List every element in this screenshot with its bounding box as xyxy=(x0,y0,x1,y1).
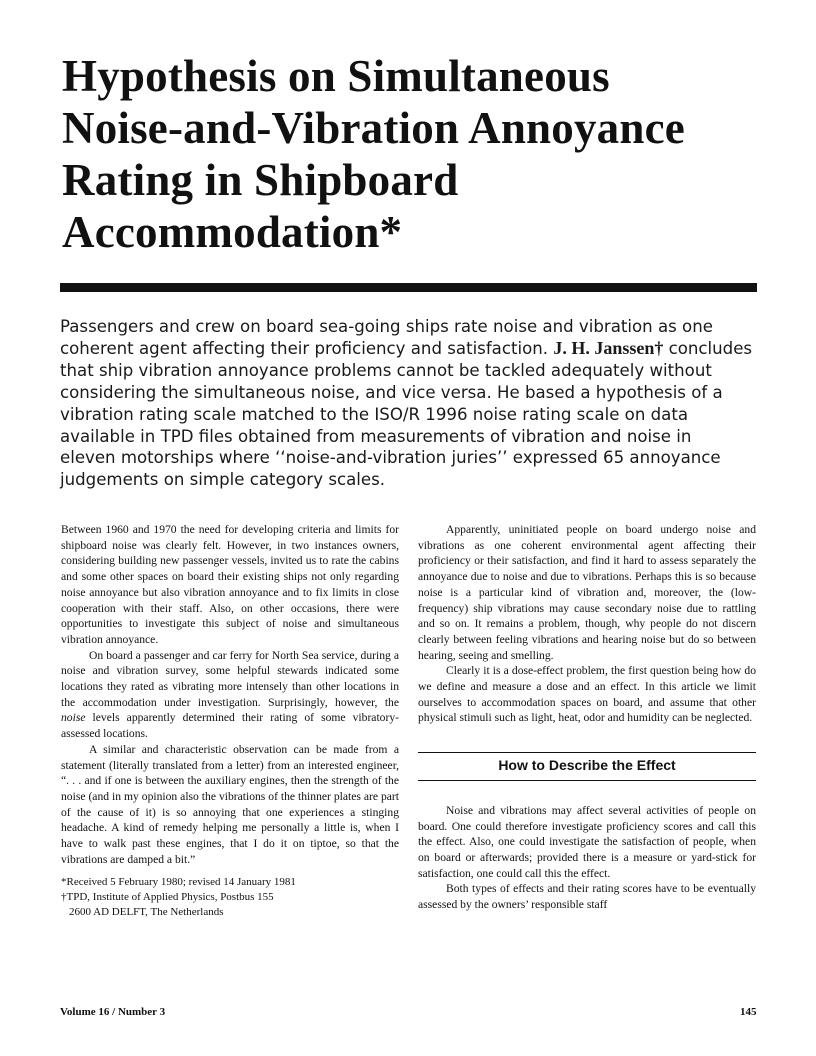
abstract-line: available in TPD files obtained from measurements of vibration and noise in xyxy=(60,426,692,446)
footnote-received: *Received 5 February 1980; revised 14 January 1981 xyxy=(61,876,296,889)
emphasis-noise: noise xyxy=(61,711,86,725)
section-rule-bottom xyxy=(418,780,756,781)
title-line-1: Hypothesis on Simultaneous xyxy=(62,51,610,101)
abstract-line: vibration rating scale matched to the ISO/R 1996 noise rating scale on data xyxy=(60,404,688,424)
title-line-2: Noise-and-Vibration Annoyance xyxy=(62,103,685,153)
body-paragraph: Clearly it is a dose-effect problem, the first question being how do we define and measure a dose and an effect. In this article we limit ourselves to accommodation spaces on board, and assume that other physical stimuli such as light, heat, odor and humidity can be neglected. xyxy=(418,664,756,725)
title-line-4: Accommodation* xyxy=(62,207,403,257)
body-paragraph: A similar and characteristic observation can be made from a statement (literally translated from a letter) from an interested engineer, “. . . and if one is between the auxiliary engines, then the strength of the noise (and in my opinion also the vibrations of the thinner plates are part of the cause of it) is so annoying that one experiences a stinging headache. A kind of remedy helping me personally a little is, when I have to walk past these engines, that I do it on tiptoe, so that the vibrations are damped a bit.” xyxy=(61,742,399,866)
abstract-line: that ship vibration annoyance problems cannot be tackled adequately without xyxy=(60,360,712,380)
section-heading: How to Describe the Effect xyxy=(498,757,676,774)
abstract-line: eleven motorships where ‘‘noise-and-vibration juries’’ expressed 65 annoyance xyxy=(60,448,721,468)
body-paragraph: Apparently, uninitiated people on board undergo noise and vibrations as one coherent environmental agent affecting their proficiency or their satisfaction, and find it hard to assess separately the annoyance due to noise and due to vibrations. Perhaps this is so because noise is a particular kind of vibration and, moreover, the (low-frequency) ship vibrations may cause secondary noise due to rattling and so on. It remains a problem, though, why people do not discern clearly between feeling vibrations and hearing noise but do so between hearing, seeing and smelling. xyxy=(418,523,756,662)
body-paragraph: Noise and vibrations may affect several activities of people on board. One could therefore investigate proficiency scores and call this the effect. Also, one could investigate the satisfaction of people, when on board or afterwards; provided there is a measure or yard-stick for satisfaction, one could call this the effect. xyxy=(418,803,756,880)
footnote-address: 2600 AD DELFT, The Netherlands xyxy=(69,906,224,919)
section-heading-block xyxy=(418,752,756,781)
body-paragraph: Both types of effects and their rating scores have to be eventually assessed by the owners’ responsible staff xyxy=(418,882,756,912)
footnote-affiliation: †TPD, Institute of Applied Physics, Postbus 155 xyxy=(61,891,274,904)
body-text: On board a passenger and car ferry for North Sea service, during a noise and vibration survey, some helpful stewards indicated some locations they rated as vibrating more intensely than other locations in the accommodation under investigation. Surprisingly, however, the xyxy=(61,648,399,709)
abstract-text: concludes xyxy=(663,338,753,358)
abstract-line: considering the simultaneous noise, and vice versa. He based a hypothesis of a xyxy=(60,382,723,402)
footnotes xyxy=(61,875,399,920)
title-rule xyxy=(60,283,757,292)
left-column xyxy=(61,522,399,920)
title-line-3: Rating in Shipboard xyxy=(62,155,459,205)
page-number: 145 xyxy=(740,1006,757,1018)
body-paragraph xyxy=(61,648,399,742)
volume-number: Volume 16 / Number 3 xyxy=(60,1006,166,1018)
abstract xyxy=(60,316,760,491)
author-name: J. H. Janssen† xyxy=(553,337,664,358)
right-column xyxy=(418,522,756,913)
body-paragraph: Between 1960 and 1970 the need for developing criteria and limits for shipboard noise was clearly felt. However, in two instances owners, considering building new passenger vessels, invited us to rate the cabins and some other spaces on board their existing ships not only regarding noise annoyance but also vibration annoyance and to fix limits in close cooperation with their staff. Also, on other occasions, there were opportunities to investigate this subject of noise and simultaneous vibration annoyance. xyxy=(61,523,399,646)
abstract-text: coherent agent affecting their proficiency and satisfaction. xyxy=(60,338,554,358)
abstract-line-with-author xyxy=(60,338,760,360)
body-text: levels apparently determined their rating of some vibratory-assessed locations. xyxy=(61,711,399,741)
abstract-line: Passengers and crew on board sea-going ships rate noise and vibration as one xyxy=(60,317,713,336)
abstract-line: judgements on simple category scales. xyxy=(60,470,385,490)
article-title xyxy=(62,50,782,258)
